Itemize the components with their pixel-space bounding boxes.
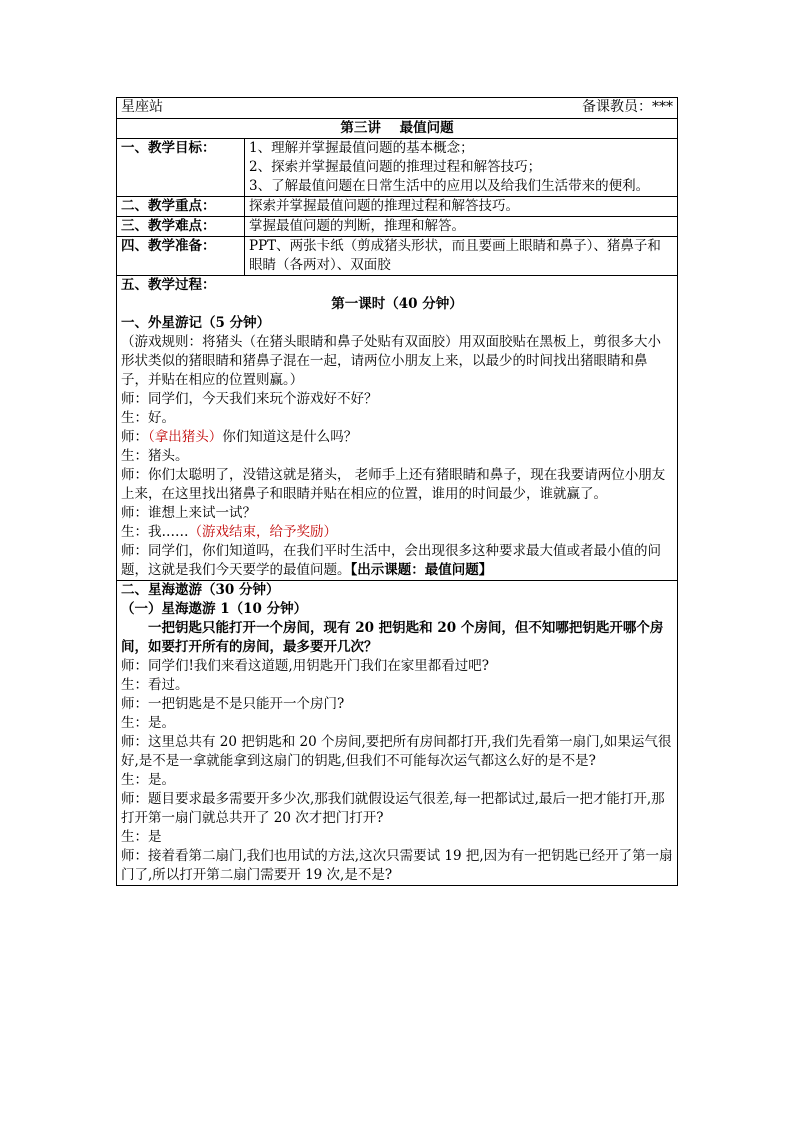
lesson-plan-document bbox=[116, 97, 677, 886]
dialogue-line: 师：接着看第二扇门,我们也用试的方法,这次只需要试 19 把,因为有一把钥匙已经开了第一扇门了,所以打开第二扇门需要开 19 次,是不是? bbox=[121, 848, 673, 883]
stage-direction: （拿出猪头） bbox=[148, 429, 223, 445]
dialogue-line: 师：你们太聪明了，没错这就是猪头， 老师手上还有猪眼睛和鼻子，现在我要请两位小朋友上来，在这里找出猪鼻子和眼睛并贴在相应的位置，谁用的时间最少，谁就赢了。 bbox=[121, 467, 666, 502]
dialogue-line: 师：同学们!我们来看这道题,用钥匙开门我们在家里都看过吧? bbox=[121, 658, 489, 674]
title-row bbox=[117, 119, 678, 139]
dialogue-line: 生：看过。 bbox=[121, 677, 189, 693]
process-heading: 五、教学过程： bbox=[121, 277, 216, 293]
dialogue-line: 师：同学们，今天我们来玩个游戏好不好？ bbox=[121, 391, 378, 407]
objectives-label: 一、教学目标： bbox=[117, 139, 245, 197]
topic-callout: 【出示课题：最值问题】 bbox=[350, 562, 493, 578]
part2-subtitle: （一）星海遨游 1（10 分钟） bbox=[121, 601, 308, 617]
objectives-content bbox=[245, 139, 678, 197]
dialogue-line bbox=[121, 523, 673, 542]
dialogue-line: 生：是。 bbox=[121, 715, 175, 731]
key-points-row bbox=[117, 197, 678, 217]
key-points-label: 二、教学重点： bbox=[117, 197, 245, 217]
part2-title: 二、星海遨游（30 分钟） bbox=[121, 582, 280, 598]
dialogue-text: 生：我…… bbox=[121, 524, 189, 540]
dialogue-line: 师：一把钥匙是不是只能开一个房门? bbox=[121, 696, 345, 712]
process-row bbox=[117, 276, 678, 581]
dialogue-text: 师：同学们，你们知道吗，在我们平时生活中，会出现很多这种要求最大值或者最小值的问题，这就是我们今天要学的最值问题。 bbox=[121, 543, 661, 578]
dialogue-line: 生：是。 bbox=[121, 772, 175, 788]
dialogue-line: 师：题目要求最多需要开多少次,那我们就假设运气很差,每一把都试过,最后一把才能打开,那打开第一扇门就总共开了 20 次才把门打开? bbox=[121, 791, 665, 826]
dialogue-line: 师：谁想上来试一试？ bbox=[121, 505, 256, 521]
stage-direction: （游戏结束，给予奖励） bbox=[188, 524, 337, 540]
part2-content bbox=[117, 581, 678, 886]
period-heading: 第一课时（40 分钟） bbox=[331, 296, 463, 312]
preparation-row bbox=[117, 237, 678, 276]
objective-line: 3、了解最值问题在日常生活中的应用以及给我们生活带来的便利。 bbox=[249, 178, 650, 194]
dialogue-line: 生：猪头。 bbox=[121, 448, 189, 464]
dialogue-line bbox=[121, 542, 673, 580]
lesson-title: 第三讲 最值问题 bbox=[117, 119, 678, 139]
difficulties-label: 三、教学难点： bbox=[117, 217, 245, 237]
difficulties-row bbox=[117, 217, 678, 237]
game-rules: （游戏规则：将猪头（在猪头眼睛和鼻子处贴有双面胶）用双面胶贴在黑板上，剪很多大小形状类似的猪眼睛和猪鼻子混在一起，请两位小朋友上来，以最少的时间找出猪眼睛和鼻子，并贴在相应的位置则赢。） bbox=[121, 334, 661, 388]
dialogue-line bbox=[121, 428, 673, 447]
process-content bbox=[117, 276, 678, 581]
problem-statement: 一把钥匙只能打开一个房间，现有 20 把钥匙和 20 个房间，但不知哪把钥匙开哪个房间，如要打开所有的房间，最多要开几次？ bbox=[121, 620, 664, 655]
difficulties-content: 掌握最值问题的判断，推理和解答。 bbox=[245, 217, 678, 237]
key-points-content: 探索并掌握最值问题的推理过程和解答技巧。 bbox=[245, 197, 678, 217]
objectives-row bbox=[117, 139, 678, 197]
teacher-label: 备课教员：*** bbox=[582, 99, 673, 115]
preparation-content: PPT、两张卡纸（剪成猪头形状，而且要画上眼睛和鼻子）、猪鼻子和眼睛（各两对）、双面胶 bbox=[245, 237, 678, 276]
header-row bbox=[117, 98, 678, 119]
preparation-label: 四、教学准备： bbox=[117, 237, 245, 276]
dialogue-text: 你们知道这是什么吗？ bbox=[222, 429, 358, 445]
objective-line: 1、理解并掌握最值问题的基本概念； bbox=[249, 140, 474, 156]
dialogue-speaker: 师： bbox=[121, 429, 148, 445]
dialogue-line: 生：是 bbox=[121, 829, 162, 845]
dialogue-line: 师：这里总共有 20 把钥匙和 20 个房间,要把所有房间都打开,我们先看第一扇门,如果运气很好,是不是一拿就能拿到这扇门的钥匙,但我们不可能每次运气都这么好的是不是? bbox=[121, 734, 672, 769]
part2-row bbox=[117, 581, 678, 886]
dialogue-line: 生：好。 bbox=[121, 410, 175, 426]
lesson-plan-table bbox=[116, 97, 678, 886]
objective-line: 2、探索并掌握最值问题的推理过程和解答技巧； bbox=[249, 159, 542, 175]
organization-name: 星座站 bbox=[121, 99, 163, 115]
part1-title: 一、外星游记（5 分钟） bbox=[121, 315, 271, 331]
